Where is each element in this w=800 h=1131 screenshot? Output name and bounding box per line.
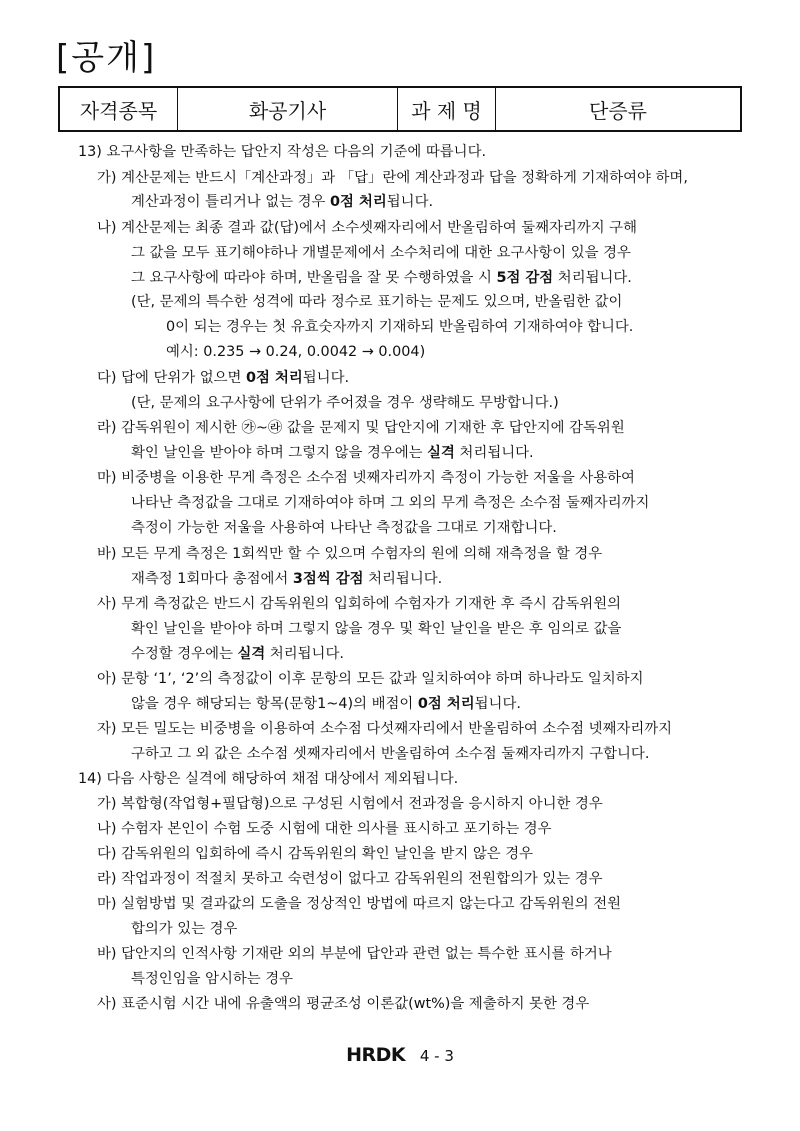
text-line: 라) 감독위원이 제시한 ㉮~㉱ 값을 문제지 및 답안지에 기재한 후 답안지에 감독위원 (97, 420, 625, 436)
text-line: 측정이 가능한 저울을 사용하여 나타난 측정값을 그대로 기재합니다. (131, 520, 557, 536)
text-line: 그 요구사항에 따라야 하며, 반올림을 잘 못 수행하였을 시 5점 감점 처리됩니다. (131, 270, 632, 286)
text-line: 다) 답에 단위가 없으면 0점 처리됩니다. (97, 370, 350, 386)
text-line: 수정할 경우에는 실격 처리됩니다. (131, 646, 344, 662)
text-line: 나) 계산문제는 최종 결과 값(답)에서 소수셋째자리에서 반올림하여 둘째자리까지 구해 (97, 220, 637, 236)
hrdk-logo: HRDK (346, 1044, 406, 1066)
text-line: 다) 감독위원의 입회하에 즉시 감독위원의 확인 날인을 받지 않은 경우 (97, 846, 534, 862)
text-line: 사) 무게 측정값은 반드시 감독위원의 입회하에 수험자가 기재한 후 즉시 감독위원의 (97, 596, 622, 612)
text-line: 가) 복합형(작업형+필답형)으로 구성된 시험에서 전과정을 응시하지 아니한 경우 (97, 796, 603, 812)
page-footer (0, 1044, 800, 1066)
exam-info-table (58, 86, 742, 132)
text-line: (단, 문제의 특수한 성격에 따라 정수로 표기하는 문제도 있으며, 반올림한 값이 (131, 294, 623, 310)
exam-subject-value: 화공기사 (178, 88, 398, 130)
text-line: 구하고 그 외 값은 소수점 셋째자리에서 반올림하여 소수점 둘째자리까지 구합니다. (131, 746, 650, 762)
task-name-value: 단증류 (589, 98, 647, 123)
text-line: 바) 답안지의 인적사항 기재란 외의 부분에 답안과 관련 없는 특수한 표시를 하거나 (97, 946, 612, 962)
exam-subject-label: 자격종목 (60, 88, 178, 130)
text-line: 0이 되는 경우는 첫 유효숫자까지 기재하되 반올림하여 기재하여야 합니다. (166, 319, 634, 335)
text-line: 그 값을 모두 표기해야하나 개별문제에서 소수처리에 대한 요구사항이 있을 경우 (131, 245, 631, 261)
text-line: 사) 표준시험 시간 내에 유출액의 평균조성 이론값(wt%)을 제출하지 못한 경우 (97, 996, 590, 1012)
text-line: 자) 모든 밀도는 비중병을 이용하여 소수점 다섯째자리에서 반올림하여 소수점 넷째자리까지 (97, 721, 673, 737)
text-line: 확인 날인을 받아야 하며 그렇지 않을 경우에는 실격 처리됩니다. (131, 445, 534, 461)
text-line: 않을 경우 해당되는 항목(문항1~4)의 배점이 0점 처리됩니다. (131, 696, 521, 712)
text-line: 합의가 있는 경우 (131, 921, 238, 937)
page-number: 4 - 3 (419, 1047, 454, 1065)
text-line: 아) 문항 ‘1’, ‘2’의 측정값이 이후 문항의 모든 값과 일치하여야 하며 하나라도 일치하지 (97, 671, 644, 687)
text-line: 재측정 1회마다 총점에서 3점씩 감점 처리됩니다. (131, 571, 443, 587)
text-line: 마) 실험방법 및 결과값의 도출을 정상적인 방법에 따르지 않는다고 감독위원의 전원 (97, 896, 622, 912)
text-line: 라) 작업과정이 적절치 못하고 숙련성이 없다고 감독위원의 전원합의가 있는 경우 (97, 871, 603, 887)
text-line: (단, 문제의 요구사항에 단위가 주어졌을 경우 생략해도 무방합니다.) (131, 395, 559, 411)
text-line: 확인 날인을 받아야 하며 그렇지 않을 경우 및 확인 날인을 받은 후 임의로 값을 (131, 621, 622, 637)
text-line: 계산과정이 틀리거나 없는 경우 0점 처리됩니다. (131, 194, 434, 210)
text-line: 13) 요구사항을 만족하는 답안지 작성은 다음의 기준에 따릅니다. (78, 144, 487, 160)
task-name-label: 과 제 명 (398, 88, 496, 130)
text-line: 예시: 0.235 → 0.24, 0.0042 → 0.004) (166, 344, 426, 360)
text-line: 14) 다음 사항은 실격에 해당하여 채점 대상에서 제외됩니다. (78, 771, 459, 787)
text-line: 특정인임을 암시하는 경우 (131, 971, 294, 987)
text-line: 가) 계산문제는 반드시「계산과정」과 「답」란에 계산과정과 답을 정확하게 기재하여야 하며, (97, 170, 688, 186)
text-line: 나) 수험자 본인이 수험 도중 시험에 대한 의사를 표시하고 포기하는 경우 (97, 821, 552, 837)
document-classification-label: [공개] (56, 38, 157, 78)
text-line: 마) 비중병을 이용한 무게 측정은 소수점 넷째자리까지 측정이 가능한 저울을 사용하여 (97, 470, 635, 486)
text-line: 바) 모든 무게 측정은 1회씩만 할 수 있으며 수험자의 원에 의해 재측정을 할 경우 (97, 546, 603, 562)
text-line: 나타난 측정값을 그대로 기재하여야 하며 그 외의 무게 측정은 소수점 둘째자리까지 (131, 495, 650, 511)
